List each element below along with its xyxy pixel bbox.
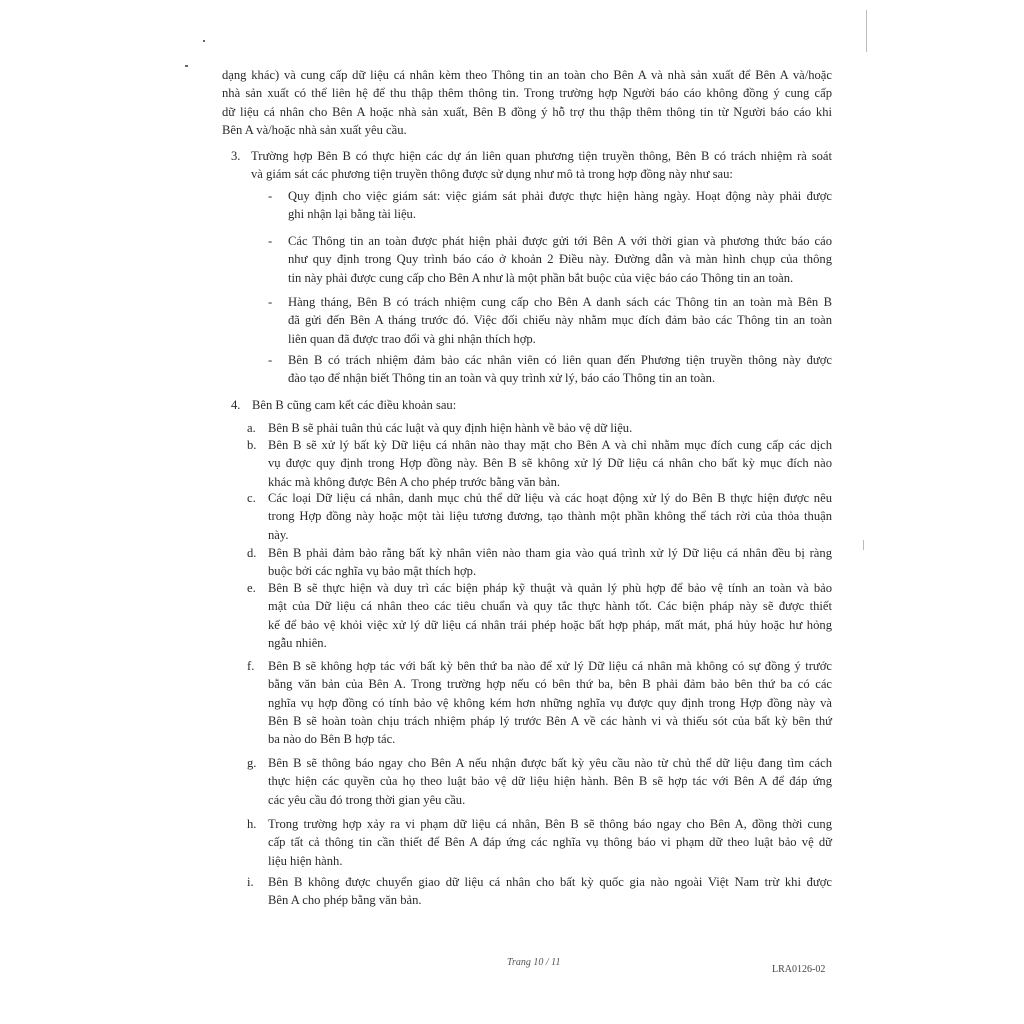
text-line: vụ được quy định trong Hợp đồng này. Bên B sẽ không xử lý Dữ liệu cá nhân cho bất kỳ mục đích nào [268, 456, 832, 471]
item-3 [251, 147, 832, 184]
text-line: Bên B sẽ phải tuân thủ các luật và quy định hiện hành về bảo vệ dữ liệu. [268, 421, 633, 435]
text-line: Hàng tháng, Bên B có trách nhiệm cung cấp cho Bên A danh sách các Thông tin an toàn mà Bên B [288, 295, 832, 309]
item-4-subitem-marker: a. [247, 421, 256, 435]
item-4 [252, 396, 832, 414]
text-line: ba nào do Bên B hợp tác. [268, 732, 396, 747]
item-4-subitem [268, 579, 832, 652]
item-4-subitem-marker: c. [247, 491, 256, 505]
text-line: đã gửi đến Bên A tháng trước đó. Việc đối chiếu này nhằm mục đích đảm bảo các Thông tin an toàn [288, 313, 832, 328]
text-line: Bên A cho phép bằng văn bản. [268, 893, 422, 908]
item-3-bullet [288, 232, 832, 287]
text-line: Bên B cũng cam kết các điều khoản sau: [252, 398, 457, 412]
text-line: Bên B phải đảm bảo rằng bất kỳ nhân viên nào tham gia vào quá trình xử lý Dữ liệu cá nhân đều bị ràng [268, 546, 832, 560]
text-line: đào tạo để nhận biết Thông tin an toàn và quy trình xử lý, báo cáo Thông tin an toàn. [288, 371, 716, 386]
scan-artifact [185, 65, 188, 67]
item-4-subitem [268, 544, 832, 581]
item-4-subitem [268, 657, 832, 748]
item-4-subitem [268, 815, 832, 870]
text-line: mật của Dữ liệu cá nhân theo các tiêu chuẩn và quy tắc thực hành tốt. Các biện pháp này sẽ được thiết [268, 599, 832, 614]
text-line: liệu hiện hành. [268, 853, 343, 868]
text-line: Trong trường hợp xảy ra vi phạm dữ liệu cá nhân, Bên B sẽ thông báo ngay cho Bên A, đồng thời cung [268, 817, 832, 831]
text-line: như quy định trong Quy trình báo cáo ở khoản 2 Điều này. Đường dẫn và màn hình chụp của thông [288, 252, 832, 267]
text-line: Bên B không được chuyển giao dữ liệu cá nhân cho bất kỳ quốc gia nào ngoài Việt Nam trừ khi được [268, 875, 832, 889]
text-line: ngẫu nhiên. [268, 635, 327, 650]
intro-paragraph [222, 66, 832, 139]
text-line: Bên B sẽ thực hiện và duy trì các biện pháp kỹ thuật và quản lý phù hợp để bảo vệ tính an toàn và bảo [268, 581, 832, 595]
text-line: bằng văn bản của Bên A. Trong trường hợp nếu có bên thứ ba, bên B phải đảm bảo bên thứ ba có các [268, 677, 832, 692]
text-line: Bên A và/hoặc nhà sản xuất yêu cầu. [222, 122, 407, 137]
text-line: Các loại Dữ liệu cá nhân, danh mục chủ thể dữ liệu và các hoạt động xử lý do Bên B thực hiện được nêu [268, 491, 832, 505]
text-line: các yêu cầu đó trong thời gian yêu cầu. [268, 792, 466, 807]
item-4-subitem-marker: d. [247, 546, 257, 560]
text-line: Bên B sẽ xử lý bất kỳ Dữ liệu cá nhân nào thay mặt cho Bên A và chỉ nhằm mục đích cung cấp các dịch [268, 438, 832, 452]
text-line: cấp tất cả thông tin cần thiết để Bên A đáp ứng các nghĩa vụ thông báo vi phạm dữ theo luật bảo vệ dữ [268, 835, 832, 850]
item-3-bullet-marker: - [268, 189, 273, 203]
item-4-marker: 4. [231, 398, 241, 412]
item-3-bullet-marker: - [268, 353, 273, 367]
text-line: trong Hợp đồng này hoặc một tài liệu tương đương, tạo thành một phần không thể tách rời của thỏa thuận [268, 509, 832, 524]
text-line: Các Thông tin an toàn được phát hiện phải được gửi tới Bên A với thời gian và phương thức báo cáo [288, 234, 832, 248]
item-3-bullet [288, 187, 832, 224]
item-4-subitem-marker: g. [247, 756, 257, 770]
text-line: tin này phải được cung cấp cho Bên A như là một phần bắt buộc của việc báo cáo Thông tin an toàn. [288, 270, 794, 285]
text-line: nhà sản xuất có thể liên hệ để thu thập thêm thông tin. Trong trường hợp Người báo cáo không đồng ý cung cấp [222, 86, 832, 101]
text-line: kế để bảo vệ khỏi việc xử lý dữ liệu cá nhân trái phép hoặc bất hợp pháp, mất mát, phá hủy hoặc hư hỏng [268, 617, 832, 632]
text-line: liên quan đã được trao đổi và ghi nhận thích hợp. [288, 331, 536, 346]
text-line: này. [268, 527, 289, 542]
item-3-bullet-marker: - [268, 295, 273, 309]
item-3-bullet [288, 351, 832, 388]
document-code: LRA0126-02 [772, 964, 826, 975]
scan-artifact [203, 40, 205, 42]
item-4-subitem [268, 754, 832, 809]
item-4-subitem [268, 489, 832, 544]
text-line: dữ liệu cá nhân cho Bên A hoặc nhà sản xuất, Bên B đồng ý hỗ trợ thu thập thêm thông tin từ Người báo cáo khi [222, 104, 832, 119]
text-line: buộc bởi các nghĩa vụ bảo mật thích hợp. [268, 564, 477, 579]
item-4-subitem-marker: h. [247, 817, 257, 831]
item-4-subitem [268, 419, 832, 437]
item-4-subitem-marker: b. [247, 438, 257, 452]
text-line: nghĩa vụ hợp đồng có tính bảo vệ không kém hơn những nghĩa vụ được quy định trong Hợp đồng này và [268, 695, 832, 710]
text-line: Bên B sẽ thông báo ngay cho Bên A nếu nhận được bất kỳ yêu cầu nào từ chủ thể dữ liệu đang tìm cách [268, 756, 832, 770]
text-line: Bên B sẽ hoàn toàn chịu trách nhiệm pháp lý trước Bên A về các hành vi và thiếu sót của bất kỳ bên thứ [268, 713, 832, 728]
item-3-bullet-marker: - [268, 234, 273, 248]
text-line: ghi nhận lại bằng tài liệu. [288, 207, 417, 222]
page-number: Trang 10 / 11 [507, 957, 561, 968]
item-4-subitem [268, 873, 832, 910]
text-line: Bên B sẽ không hợp tác với bất kỳ bên thứ ba nào để xử lý Dữ liệu cá nhân mà không có sự đồng ý trước [268, 659, 832, 673]
text-line: Quy định cho việc giám sát: việc giám sát phải được thực hiện hàng ngày. Hoạt động này phải được [288, 189, 832, 203]
item-4-subitem-marker: f. [247, 659, 255, 673]
text-line: Bên B có trách nhiệm đảm bảo các nhân viên có liên quan đến Phương tiện truyền thông này được [288, 353, 832, 367]
text-line: dạng khác) và cung cấp dữ liệu cá nhân kèm theo Thông tin an toàn cho Bên A và nhà sản xuất để Bên A và/hoặc [222, 68, 832, 82]
text-line: và giám sát các phương tiện truyền thông được sử dụng như mô tả trong hợp đồng này như sau: [251, 167, 733, 182]
item-4-subitem-marker: e. [247, 581, 256, 595]
scan-artifact [866, 10, 867, 52]
item-3-bullet [288, 293, 832, 348]
item-3-marker: 3. [231, 149, 241, 163]
text-line: khác mà không được Bên A cho phép trước bằng văn bản. [268, 474, 561, 489]
item-4-subitem-marker: i. [247, 875, 254, 889]
scan-artifact [863, 540, 864, 550]
text-line: Trường hợp Bên B có thực hiện các dự án liên quan phương tiện truyền thông, Bên B có trách nhiệm rà soát [251, 149, 832, 163]
text-line: thực hiện các quyền của họ theo luật bảo vệ dữ liệu hiện hành. Bên B sẽ hợp tác với Bên A để đáp ứng [268, 774, 832, 789]
item-4-subitem [268, 436, 832, 491]
